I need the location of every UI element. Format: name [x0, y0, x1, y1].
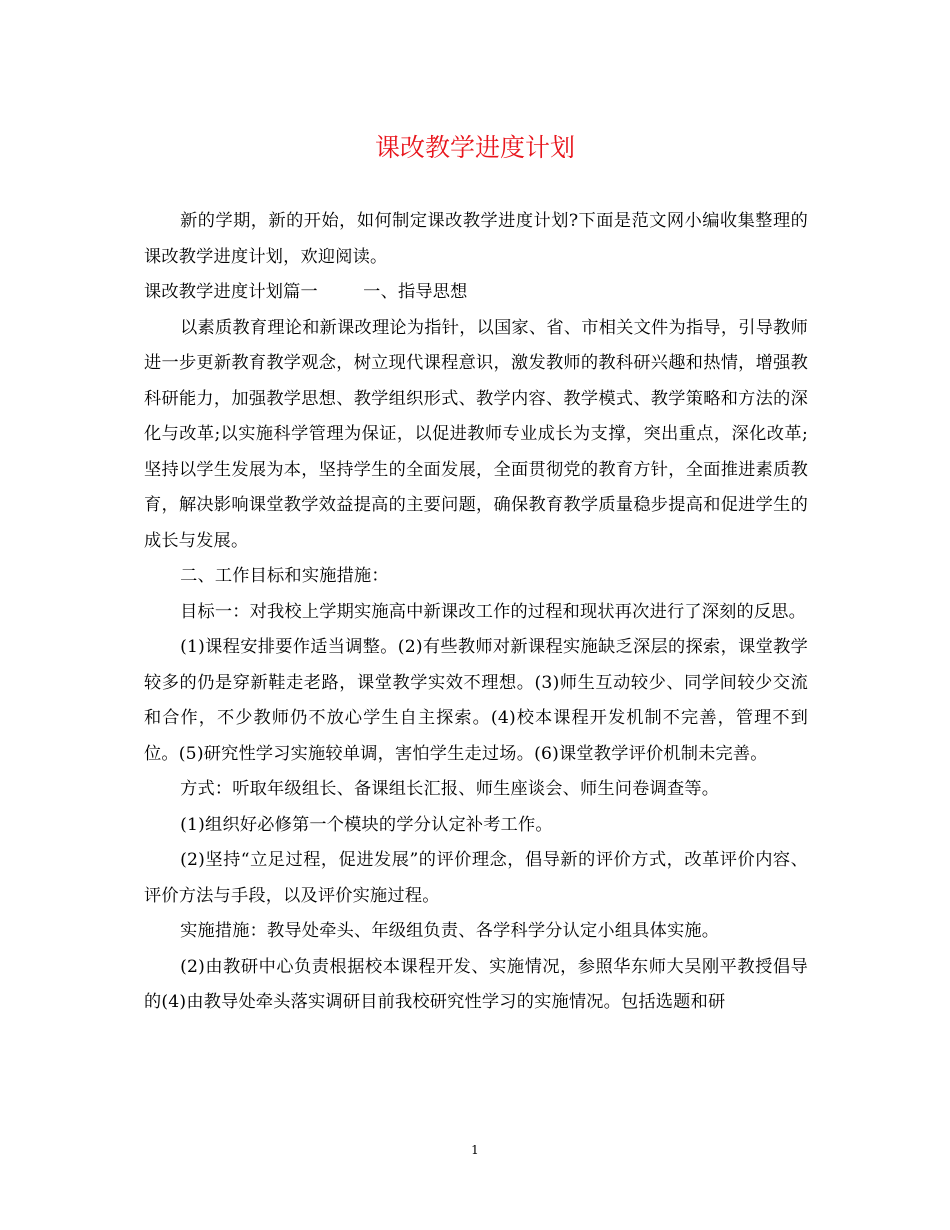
intro-paragraph: 新的学期，新的开始，如何制定课改教学进度计划?下面是范文网小编收集整理的课改教学进度计划，欢迎阅读。 [144, 211, 808, 267]
method-paragraph: 方式：听取年级组长、备课组长汇报、师生座谈会、师生问卷调查等。 [180, 779, 720, 799]
measure-item-2: (2)坚持“立足过程，促进发展”的评价理念，倡导新的评价方式，改革评价内容、评价方法与手段，以及评价实施过程。 [144, 850, 808, 906]
implementation-measures: 实施措施：教导处牵头、年级组负责、各学科学分认定小组具体实施。 [180, 921, 720, 941]
section-heading-goals: 二、工作目标和实施措施： [180, 566, 389, 586]
guiding-thought-paragraph: 以素质教育理论和新课改理论为指针，以国家、省、市相关文件为指导，引导教师进一步更新教育教学观念，树立现代课程意识，激发教师的教科研兴趣和热情，增强教科研能力，加强教学思想、教学组织形式、教学内容、教学模式、教学策略和方法的深化与改革;以实施科学管理为保证，以促进教师专业成长为支撑，突出重点，深化改革;坚持以学生发展为本，坚持学生的全面发展，全面贯彻党的教育方针，全面推进素质教育，解决影响课堂教学效益提高的主要问题，确保教育教学质量稳步提高和促进学生的成长与发展。 [144, 317, 808, 551]
measure-item-1: (1)组织好必修第一个模块的学分认定补考工作。 [180, 814, 553, 835]
research-center-paragraph: (2)由教研中心负责根据校本课程开发、实施情况，参照华东师大吴刚平教授倡导的(4)由教导处牵头落实调研目前我校研究性学习的实施情况。包括选题和研 [144, 956, 808, 1012]
goal-one-paragraph: 目标一：对我校上学期实施高中新课改工作的过程和现状再次进行了深刻的反思。 [180, 601, 807, 622]
document-body [144, 204, 808, 1021]
problems-list-paragraph: (1)课程安排要作适当调整。(2)有些教师对新课程实施缺乏深层的探索，课堂教学较多的仍是穿新鞋走老路，课堂教学实效不理想。(3)师生互动较少、同学间较少交流和合作，不少教师仍不放心学生自主探索。(4)校本课程开发机制不完善，管理不到位。(5)研究性学习实施较单调，害怕学生走过场。(6)课堂教学评价机制未完善。 [144, 637, 808, 764]
document-title: 课改教学进度计划 [374, 133, 575, 162]
section-heading-guiding-thought: 课改教学进度计划篇一 一、指导思想 [144, 282, 468, 302]
page-number: 1 [471, 1143, 479, 1157]
